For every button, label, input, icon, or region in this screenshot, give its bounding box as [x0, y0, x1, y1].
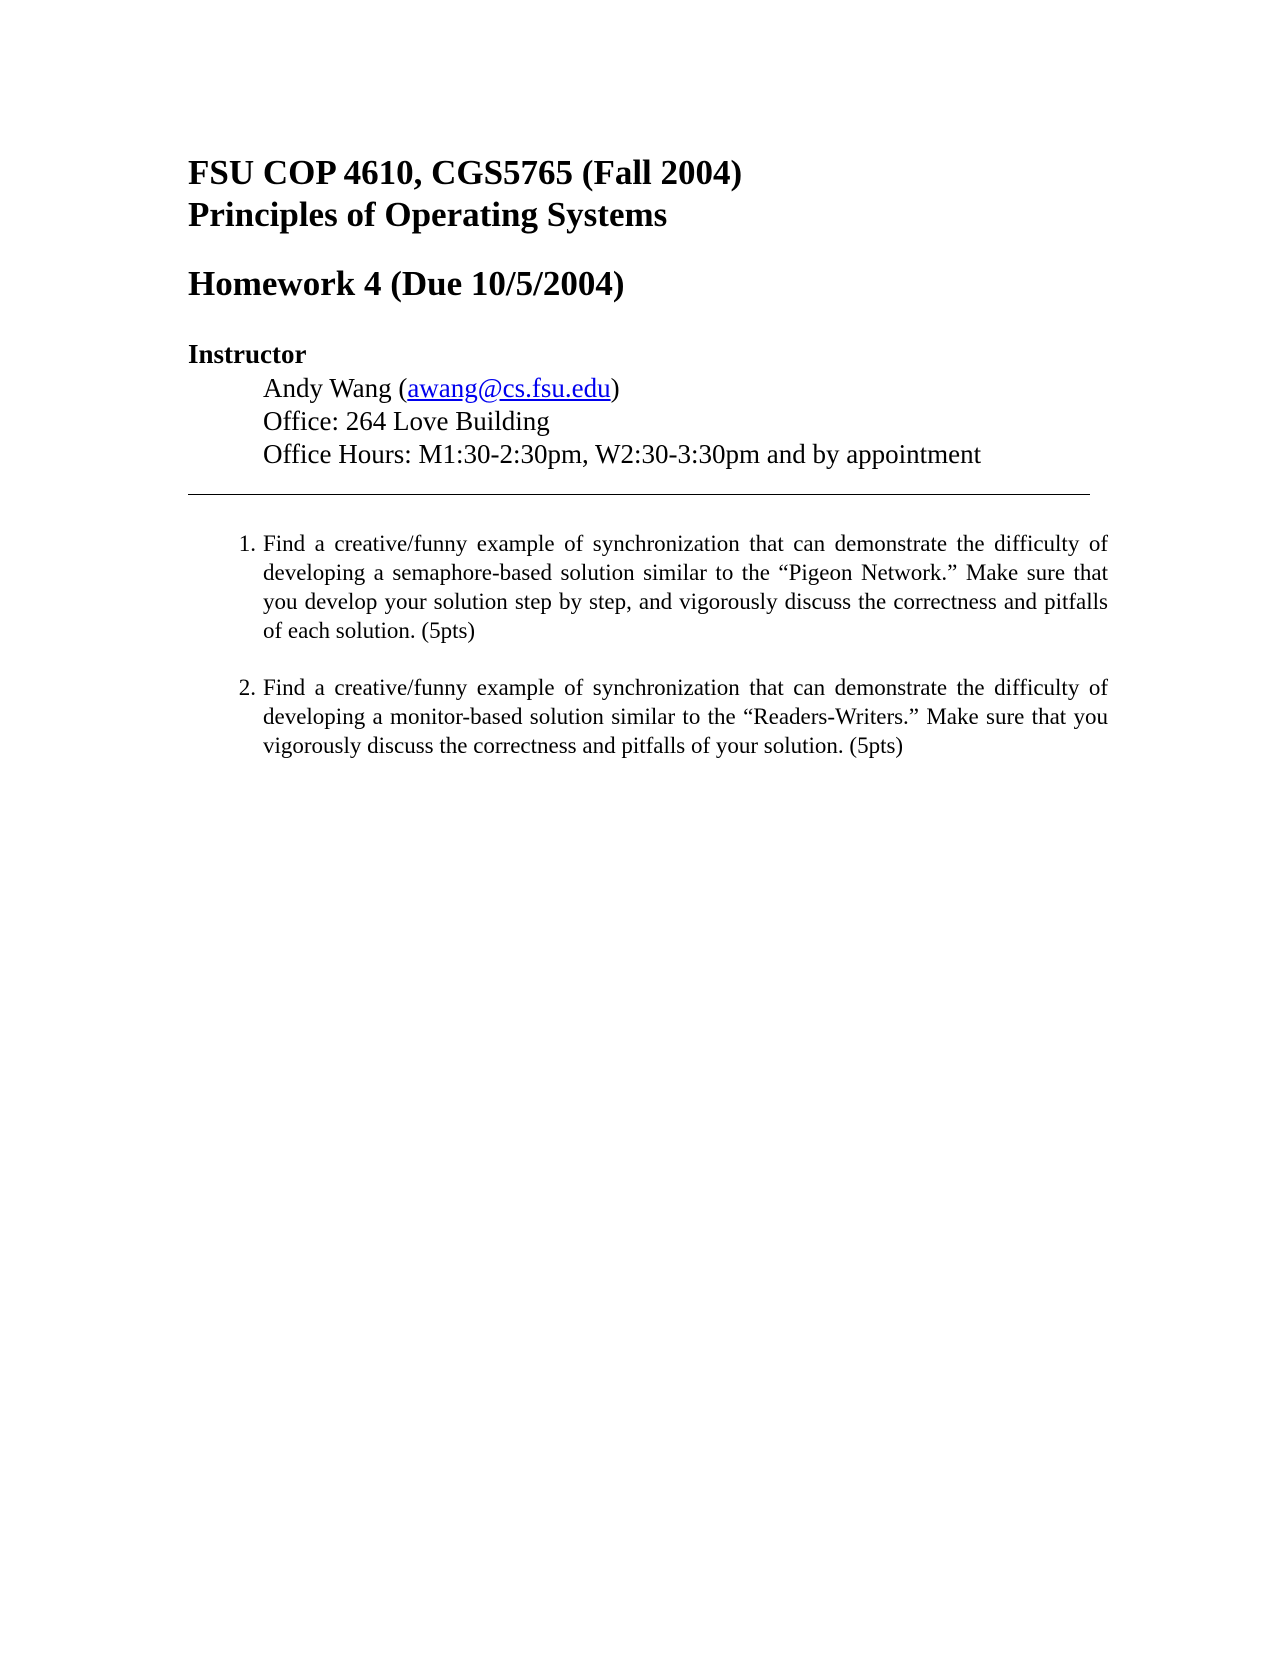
instructor-name: Andy Wang (: [263, 373, 408, 403]
problem-number: 2.: [238, 675, 256, 700]
instructor-email-link[interactable]: awang@cs.fsu.edu: [407, 373, 611, 403]
instructor-heading: Instructor: [188, 339, 307, 369]
problem-text: Find a creative/funny example of synchronization that can demonstrate the difficulty of developing a monitor-based solution similar to the “Readers-Writers.” Make sure that you vigorously discuss the correctness and pitfalls of your solution. (5pts): [263, 675, 1108, 758]
office-location: Office: 264 Love Building: [263, 406, 550, 436]
homework-title: Homework 4 (Due 10/5/2004): [188, 264, 625, 303]
section-divider: [188, 494, 1090, 495]
instructor-name-suffix: ): [610, 373, 620, 403]
course-subtitle: Principles of Operating Systems: [188, 195, 668, 234]
instructor-name-line: [263, 372, 620, 404]
course-title: FSU COP 4610, CGS5765 (Fall 2004): [188, 153, 743, 192]
problem-number: 1.: [238, 531, 256, 556]
office-hours: Office Hours: M1:30-2:30pm, W2:30-3:30pm and by appointment: [263, 439, 982, 469]
problem-text: Find a creative/funny example of synchronization that can demonstrate the difficulty of developing a semaphore-based solution similar to the “Pigeon Network.” Make sure that you develop your solution step by step, and vigorously discuss the correctness and pitfalls of each solution. (5pts): [263, 531, 1108, 643]
